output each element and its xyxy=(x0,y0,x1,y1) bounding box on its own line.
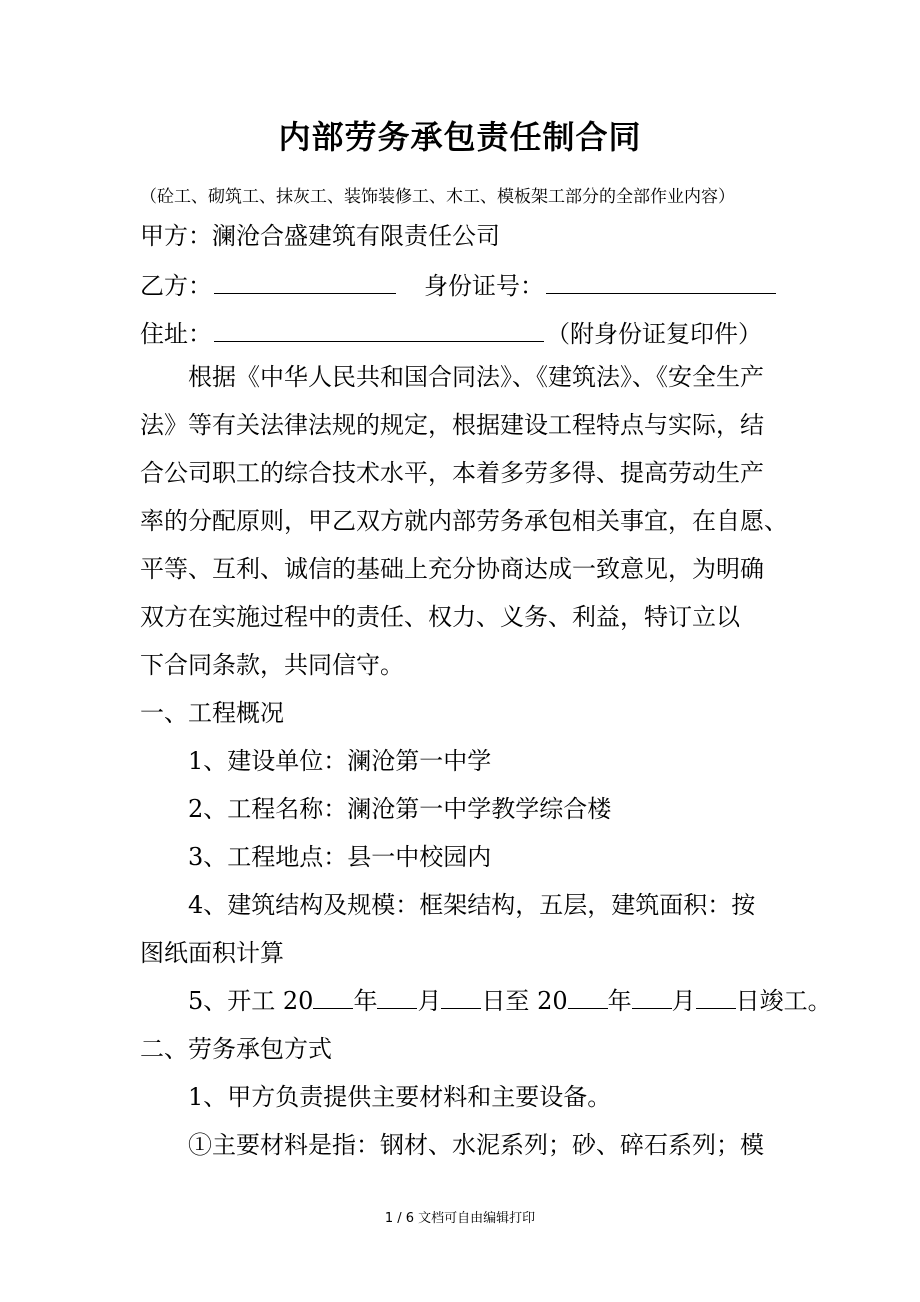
party-b-blank[interactable] xyxy=(214,271,396,294)
body-text xyxy=(140,353,832,1169)
project-item-4: 4、建筑结构及规模：框架结构，五层，建筑面积：按 xyxy=(188,891,756,919)
year-blank[interactable] xyxy=(313,986,353,1009)
party-a-line xyxy=(140,216,500,251)
address-blank[interactable] xyxy=(214,319,544,342)
address-note: （附身份证复印件） xyxy=(546,320,762,348)
intro-line: 根据《中华人民共和国合同法》、《建筑法》、《安全生产 xyxy=(188,363,764,391)
month-blank[interactable] xyxy=(377,986,417,1009)
page-footer: 1 / 6 文档可自由编辑打印 xyxy=(384,1211,536,1226)
address-label: 住址： xyxy=(140,320,212,348)
id-number-label: 身份证号： xyxy=(424,272,544,300)
project-item-2: 2、工程名称：澜沧第一中学教学综合楼 xyxy=(188,795,612,823)
project-item-3: 3、工程地点：县一中校园内 xyxy=(188,843,492,871)
project-item-4-cont: 图纸面积计算 xyxy=(140,939,284,967)
project-item-1: 1、建设单位：澜沧第一中学 xyxy=(188,747,492,775)
day2-blank[interactable] xyxy=(696,986,736,1009)
intro-line: 下合同条款，共同信守。 xyxy=(140,651,404,679)
section-heading-1: 一、工程概况 xyxy=(140,699,284,727)
month2-blank[interactable] xyxy=(632,986,672,1009)
party-a-label: 甲方： xyxy=(140,222,212,250)
subtitle: （砼工、砌筑工、抹灰工、装饰装修工、木工、模板架工部分的全部作业内容） xyxy=(140,187,735,207)
id-number-blank[interactable] xyxy=(546,271,776,294)
intro-line: 法》等有关法律法规的规定，根据建设工程特点与实际，结 xyxy=(140,411,764,439)
party-b-line xyxy=(140,266,778,301)
intro-line: 双方在实施过程中的责任、权力、义务、利益，特订立以 xyxy=(140,603,740,631)
intro-line: 平等、互利、诚信的基础上充分协商达成一致意见，为明确 xyxy=(140,555,764,583)
contract-item-1-sub: ①主要材料是指：钢材、水泥系列；砂、碎石系列；模 xyxy=(188,1131,764,1159)
section-heading-2: 二、劳务承包方式 xyxy=(140,1035,332,1063)
address-line xyxy=(140,314,762,349)
intro-line: 合公司职工的综合技术水平，本着多劳多得、提高劳动生产 xyxy=(140,459,764,487)
page-title: 内部劳务承包责任制合同 xyxy=(278,118,642,156)
contract-item-1: 1、甲方负责提供主要材料和主要设备。 xyxy=(188,1083,612,1111)
day-blank[interactable] xyxy=(441,986,481,1009)
year2-blank[interactable] xyxy=(568,986,608,1009)
party-a-value: 澜沧合盛建筑有限责任公司 xyxy=(212,222,500,250)
intro-line: 率的分配原则，甲乙双方就内部劳务承包相关事宜，在自愿、 xyxy=(140,507,788,535)
party-b-label: 乙方： xyxy=(140,272,212,300)
project-item-5: 5、开工 20 年 月 日至 20 年 月 日竣工。 xyxy=(188,987,832,1015)
